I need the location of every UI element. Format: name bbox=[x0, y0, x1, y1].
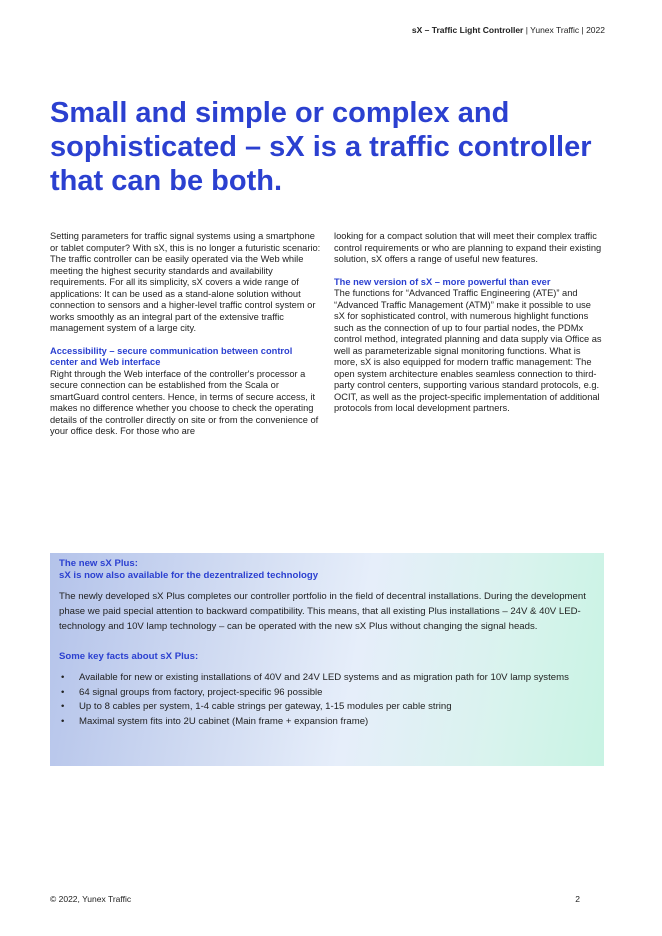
infobox-paragraph: The newly developed sX Plus completes our controller portfolio in the field of decentral installations. During the development phase we paid special attention to backward compatibility. This means, that all existing Plus installations – 24V & 40V LED-technology and 10V lamp technology – can be operated with the new sX Plus without changing the signal heads. bbox=[59, 591, 586, 632]
section-body-accessibility: Right through the Web interface of the controller's processor a secure connection can be established from the Scala or smartGuard control centers. Hence, in terms of secure access, it makes no difference whether you choose to check the operating details of the controller directly on site or from the convenience of your office desk. For those who are bbox=[50, 368, 319, 436]
bullet-icon: • bbox=[61, 701, 65, 712]
left-column bbox=[50, 231, 322, 438]
section-heading-accessibility: Accessibility – secure communication between control center and Web interface bbox=[50, 345, 293, 367]
list-item bbox=[59, 686, 595, 701]
list-item bbox=[59, 671, 595, 686]
continuation-paragraph: looking for a compact solution that will meet their complex traffic control requirements or who are planning to expand their existing solution, sX offers a range of useful new features. bbox=[334, 231, 602, 264]
bullet-icon: • bbox=[61, 686, 65, 698]
header-separator: | bbox=[579, 25, 587, 35]
facts-list bbox=[59, 671, 595, 729]
fact-text: Maximal system fits into 2U cabinet (Main frame + expansion frame) bbox=[79, 715, 369, 727]
infobox-lead-line-2: sX is now also available for the dezentralized technology bbox=[59, 570, 319, 581]
header-brand: sX – Traffic Light Controller bbox=[411, 25, 524, 35]
bullet-icon: • bbox=[61, 672, 65, 683]
fact-text: Available for new or existing installations of 40V and 24V LED systems and as migration path for 10V lamp systems bbox=[79, 672, 569, 683]
header-company: Yunex Traffic bbox=[530, 25, 580, 35]
header-separator: | bbox=[523, 25, 531, 35]
section-heading-new-version: The new version of sX – more powerful than ever bbox=[334, 276, 551, 287]
list-item bbox=[59, 715, 595, 730]
section-body-new-version: The functions for “Advanced Traffic Engineering (ATE)” and “Advanced Traffic Management (ATM)” make it possible to use sX for sophisticated control, with numerous highlight functions such as the connection of up to four partial nodes, the PDMx control method, integrated planning and data supply via Office as well as parameterizable signal monitoring functions. What is more, sX is also equipped for modern traffic management: The open system architecture enables seamless connection to third-party control centers, supporting various standard protocols, e.g. OCIT, as well as the project-specific implementation of additional protocols from local development partners. bbox=[334, 288, 602, 413]
facts-title: Some key facts about sX Plus: bbox=[59, 651, 199, 662]
fact-text: 64 signal groups from factory, project-specific 96 possible bbox=[79, 686, 323, 698]
running-header bbox=[412, 25, 605, 35]
header-year: 2022 bbox=[586, 25, 605, 35]
footer-copyright: © 2022, Yunex Traffic bbox=[50, 894, 132, 904]
fact-text: Up to 8 cables per system, 1-4 cable strings per gateway, 1-15 modules per cable string bbox=[79, 701, 452, 712]
list-item bbox=[59, 700, 595, 715]
page-title: Small and simple or complex and sophisticated – sX is a traffic controller that can be both. bbox=[50, 97, 592, 197]
right-column bbox=[334, 231, 602, 415]
footer-page-number: 2 bbox=[575, 894, 580, 904]
bullet-icon: • bbox=[61, 715, 65, 727]
sx-plus-infobox bbox=[50, 553, 604, 766]
intro-paragraph: Setting parameters for traffic signal systems using a smartphone or tablet computer? With sX, this is no longer a futuristic scenario: The traffic controller can be easily operated via the Web while meeting the highest security standards and availability requirements. For all its simplicity, sX covers a wide range of applications: It can be used as a stand-alone solution without connection to sensors and a higher-level traffic control system or works smoothly as an integral part of the extensive traffic management system of a large city. bbox=[50, 231, 321, 333]
infobox-lead-line-1: The new sX Plus: bbox=[59, 558, 138, 569]
